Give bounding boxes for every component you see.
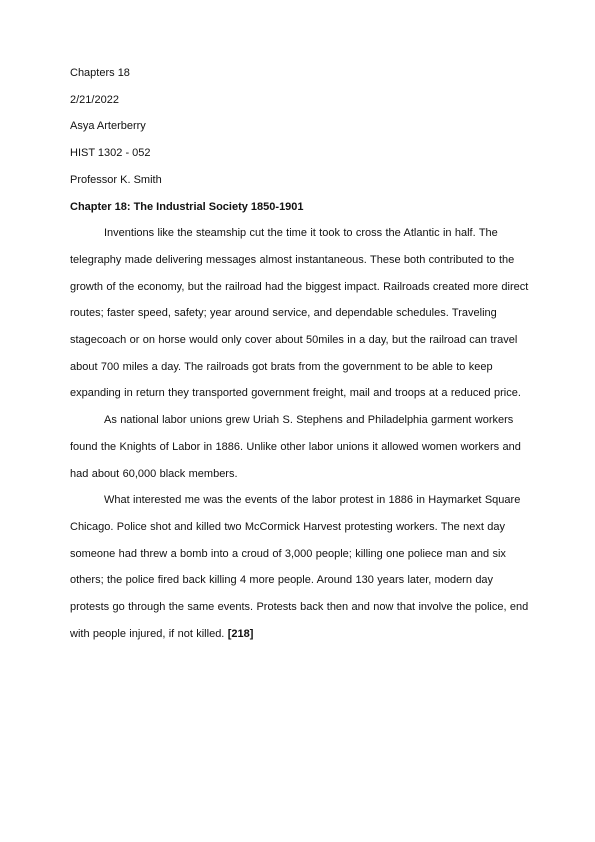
- student-name: Asya Arterberry: [70, 120, 146, 133]
- assignment-title: Chapters 18: [70, 67, 130, 79]
- date: 2/21/2022: [70, 93, 119, 106]
- paragraph-labor-unions-text: As national labor unions grew Uriah S. Stephens and Philadelphia garment workers found the Knights of Labor in 1886. Unlike other labor unions it allowed women workers and had about 60,000 black members.: [70, 414, 521, 480]
- word-count: [218]: [227, 627, 254, 640]
- document-page: [70, 60, 530, 647]
- professor-name: Professor K. Smith: [70, 173, 162, 186]
- paragraph-haymarket-text: What interested me was the events of the labor protest in 1886 in Haymarket Square Chicago. Police shot and killed two McCormick Harvest protesting workers. The next day someone had threw a bomb into a croud of 3,000 people; killing one poliece man and six others; the police fired back killing 4 more people. Around 130 years later, modern day protests go through the same events. Protests back then and now that involve the police, end with people injured, if not killed.: [70, 494, 529, 640]
- paragraph-inventions-text: Inventions like the steamship cut the time it took to cross the Atlantic in half. The telegraphy made delivering messages almost instantaneous. These both contributed to the growth of the economy, but the railroad had the biggest impact. Railroads created more direct routes; faster speed, safety; year around service, and dependable schedules. Traveling stagecoach or on horse would only cover about 50miles in a day, but the railroad can travel about 700 miles a day. The railroads got brats from the government to be able to keep expanding in return they transported government freight, mail and troops at a reduced price.: [70, 227, 529, 400]
- paragraph-labor-unions: [70, 407, 530, 487]
- paragraph-haymarket: [70, 487, 530, 647]
- course-code: HIST 1302 - 052: [70, 147, 151, 160]
- chapter-title: Chapter 18: The Industrial Society 1850-1901: [70, 200, 304, 213]
- paragraph-inventions: [70, 220, 530, 407]
